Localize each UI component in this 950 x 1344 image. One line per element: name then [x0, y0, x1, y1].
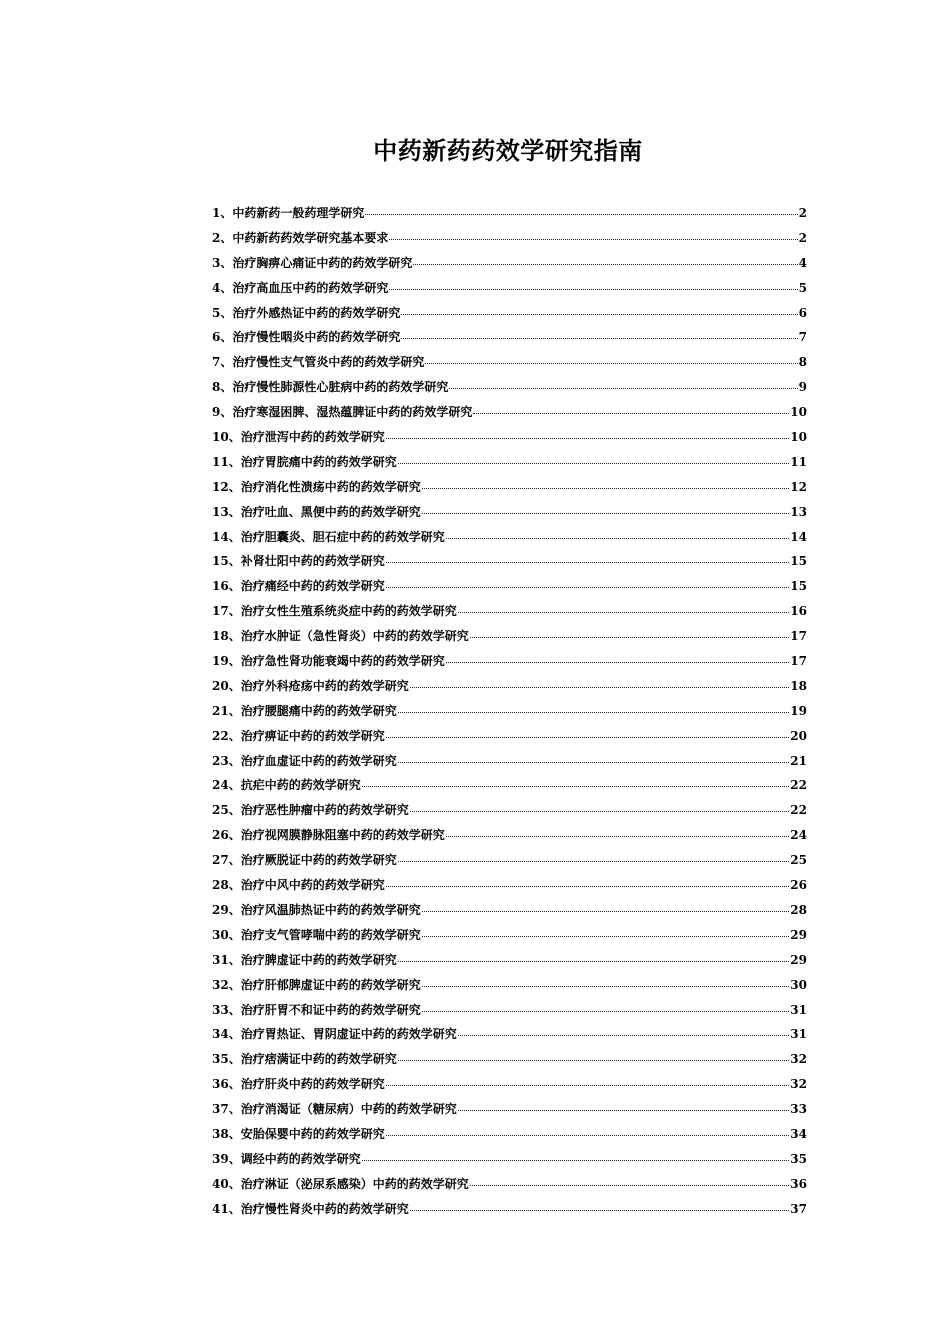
toc-entry-page-number: 8	[798, 355, 807, 370]
toc-dot-leader	[446, 835, 790, 837]
toc-entry-label: 17、治疗女性生殖系统炎症中药的药效学研究	[212, 604, 457, 619]
toc-entry-label: 40、治疗淋证（泌尿系感染）中药的药效学研究	[212, 1176, 469, 1191]
toc-entry-label: 36、治疗肝炎中药的药效学研究	[212, 1077, 385, 1092]
toc-dot-leader	[386, 1084, 790, 1086]
toc-dot-leader	[410, 810, 790, 812]
toc-entry-36[interactable]	[212, 1072, 807, 1097]
toc-dot-leader	[386, 586, 790, 588]
toc-dot-leader	[422, 985, 790, 987]
toc-entry-label: 3、治疗胸痹心痛证中药的药效学研究	[212, 255, 413, 270]
toc-entry-page-number: 19	[790, 703, 807, 718]
toc-entry-page-number: 35	[790, 1151, 807, 1166]
toc-entry-label: 21、治疗腰腿痛中药的药效学研究	[212, 703, 397, 718]
toc-entry-page-number: 18	[790, 678, 807, 693]
toc-dot-leader	[422, 935, 790, 937]
toc-dot-leader	[386, 437, 790, 439]
toc-dot-leader	[458, 611, 790, 613]
toc-entry-label: 15、补肾壮阳中药的药效学研究	[212, 554, 385, 569]
toc-entry-page-number: 10	[790, 430, 807, 445]
toc-entry-label: 33、治疗肝胃不和证中药的药效学研究	[212, 1002, 421, 1017]
toc-entry-label: 6、治疗慢性咽炎中药的药效学研究	[212, 330, 401, 345]
table-of-contents	[212, 201, 807, 1222]
toc-entry-page-number: 7	[798, 330, 807, 345]
toc-entry-38[interactable]	[212, 1122, 807, 1147]
toc-entry-label: 10、治疗泄泻中药的药效学研究	[212, 430, 385, 445]
toc-entry-page-number: 15	[790, 579, 807, 594]
toc-dot-leader	[362, 1159, 790, 1161]
toc-entry-page-number: 17	[790, 629, 807, 644]
toc-dot-leader	[449, 387, 797, 389]
toc-entry-4[interactable]	[212, 276, 807, 301]
toc-entry-page-number: 10	[790, 405, 807, 420]
toc-entry-34[interactable]	[212, 1022, 807, 1047]
toc-dot-leader	[398, 711, 790, 713]
toc-entry-label: 13、治疗吐血、黑便中药的药效学研究	[212, 504, 421, 519]
toc-entry-page-number: 25	[790, 853, 807, 868]
toc-entry-page-number: 31	[790, 1027, 807, 1042]
toc-entry-32[interactable]	[212, 973, 807, 998]
toc-entry-label: 26、治疗视网膜静脉阻塞中药的药效学研究	[212, 828, 445, 843]
toc-entry-label: 34、治疗胃热证、胃阴虚证中药的药效学研究	[212, 1027, 457, 1042]
toc-dot-leader	[458, 1109, 790, 1111]
toc-entry-page-number: 33	[790, 1102, 807, 1117]
toc-entry-label: 39、调经中药的药效学研究	[212, 1151, 361, 1166]
toc-entry-label: 18、治疗水肿证（急性肾炎）中药的药效学研究	[212, 629, 469, 644]
toc-entry-25[interactable]	[212, 798, 807, 823]
toc-entry-page-number: 12	[790, 479, 807, 494]
toc-dot-leader	[389, 288, 797, 290]
toc-entry-label: 19、治疗急性肾功能衰竭中药的药效学研究	[212, 654, 445, 669]
toc-entry-label: 12、治疗消化性溃疡中药的药效学研究	[212, 479, 421, 494]
toc-entry-page-number: 16	[790, 604, 807, 619]
toc-entry-page-number: 34	[790, 1126, 807, 1141]
toc-entry-label: 2、中药新药药效学研究基本要求	[212, 230, 389, 245]
toc-dot-leader	[422, 512, 790, 514]
toc-dot-leader	[362, 785, 790, 787]
toc-dot-leader	[470, 1184, 790, 1186]
toc-entry-10[interactable]	[212, 425, 807, 450]
toc-entry-label: 23、治疗血虚证中药的药效学研究	[212, 753, 397, 768]
toc-dot-leader	[398, 761, 790, 763]
toc-entry-label: 20、治疗外科疮疡中药的药效学研究	[212, 678, 409, 693]
toc-entry-12[interactable]	[212, 475, 807, 500]
toc-entry-page-number: 22	[790, 803, 807, 818]
toc-entry-label: 37、治疗消渴证（糖尿病）中药的药效学研究	[212, 1102, 457, 1117]
toc-entry-page-number: 6	[798, 305, 807, 320]
toc-entry-page-number: 21	[790, 753, 807, 768]
toc-entry-label: 32、治疗肝郁脾虚证中药的药效学研究	[212, 977, 421, 992]
document-title: 中药新药药效学研究指南	[373, 136, 643, 165]
toc-entry-page-number: 14	[790, 529, 807, 544]
toc-entry-label: 1、中药新药一般药理学研究	[212, 206, 365, 220]
toc-dot-leader	[422, 1010, 790, 1012]
toc-entry-page-number: 26	[790, 878, 807, 893]
toc-entry-label: 16、治疗痛经中药的药效学研究	[212, 579, 385, 594]
toc-dot-leader	[413, 263, 797, 265]
toc-entry-33[interactable]	[212, 998, 807, 1023]
toc-entry-page-number: 36	[790, 1176, 807, 1191]
toc-entry-page-number: 11	[790, 454, 807, 469]
toc-entry-label: 35、治疗痞满证中药的药效学研究	[212, 1052, 397, 1067]
toc-dot-leader	[398, 960, 790, 962]
toc-entry-15[interactable]	[212, 549, 807, 574]
toc-entry-11[interactable]	[212, 450, 807, 475]
toc-entry-label: 5、治疗外感热证中药的药效学研究	[212, 305, 401, 320]
toc-entry-label: 38、安胎保婴中药的药效学研究	[212, 1126, 385, 1141]
toc-dot-leader	[458, 1034, 790, 1036]
toc-entry-31[interactable]	[212, 948, 807, 973]
toc-entry-9[interactable]	[212, 400, 807, 425]
toc-dot-leader	[401, 337, 797, 339]
toc-entry-page-number: 17	[790, 654, 807, 669]
toc-entry-label: 9、治疗寒湿困脾、湿热蕴脾证中药的药效学研究	[212, 405, 473, 420]
toc-entry-35[interactable]	[212, 1047, 807, 1072]
toc-dot-leader	[410, 1209, 790, 1211]
toc-entry-2[interactable]	[212, 226, 807, 251]
toc-entry-label: 4、治疗高血压中药的药效学研究	[212, 280, 389, 295]
toc-entry-page-number: 29	[790, 952, 807, 967]
toc-dot-leader	[446, 537, 790, 539]
toc-entry-page-number: 2	[798, 206, 807, 220]
toc-entry-27[interactable]	[212, 848, 807, 873]
toc-entry-page-number: 22	[790, 778, 807, 793]
toc-entry-page-number: 30	[790, 977, 807, 992]
toc-entry-13[interactable]	[212, 500, 807, 525]
toc-entry-page-number: 32	[790, 1052, 807, 1067]
toc-dot-leader	[473, 412, 789, 414]
toc-entry-20[interactable]	[212, 674, 807, 699]
toc-dot-leader	[386, 885, 790, 887]
toc-dot-leader	[386, 561, 790, 563]
toc-entry-22[interactable]	[212, 724, 807, 749]
toc-dot-leader	[389, 238, 797, 240]
toc-entry-label: 41、治疗慢性肾炎中药的药效学研究	[212, 1201, 409, 1216]
toc-entry-16[interactable]	[212, 574, 807, 599]
toc-entry-label: 29、治疗风温肺热证中药的药效学研究	[212, 902, 421, 917]
toc-entry-label: 28、治疗中风中药的药效学研究	[212, 878, 385, 893]
toc-dot-leader	[386, 1134, 790, 1136]
toc-dot-leader	[398, 1059, 790, 1061]
toc-entry-29[interactable]	[212, 898, 807, 923]
toc-entry-18[interactable]	[212, 624, 807, 649]
toc-dot-leader	[386, 736, 790, 738]
toc-entry-17[interactable]	[212, 599, 807, 624]
toc-dot-leader	[446, 661, 790, 663]
toc-entry-26[interactable]	[212, 823, 807, 848]
toc-entry-label: 25、治疗恶性肿瘤中药的药效学研究	[212, 803, 409, 818]
toc-entry-24[interactable]	[212, 773, 807, 798]
toc-entry-page-number: 13	[790, 504, 807, 519]
toc-dot-leader	[422, 910, 790, 912]
toc-entry-page-number: 24	[790, 828, 807, 843]
toc-entry-page-number: 32	[790, 1077, 807, 1092]
toc-entry-37[interactable]	[212, 1097, 807, 1122]
toc-entry-23[interactable]	[212, 749, 807, 774]
toc-entry-label: 11、治疗胃脘痛中药的药效学研究	[212, 454, 397, 469]
toc-entry-7[interactable]	[212, 350, 807, 375]
toc-entry-label: 22、治疗痹证中药的药效学研究	[212, 728, 385, 743]
toc-dot-leader	[401, 313, 797, 315]
toc-entry-label: 31、治疗脾虚证中药的药效学研究	[212, 952, 397, 967]
toc-entry-page-number: 2	[798, 230, 807, 245]
toc-entry-40[interactable]	[212, 1172, 807, 1197]
toc-dot-leader	[398, 860, 790, 862]
toc-entry-21[interactable]	[212, 699, 807, 724]
toc-entry-page-number: 9	[798, 380, 807, 395]
toc-entry-5[interactable]	[212, 301, 807, 326]
toc-entry-28[interactable]	[212, 873, 807, 898]
toc-dot-leader	[410, 686, 790, 688]
toc-entry-3[interactable]	[212, 251, 807, 276]
toc-entry-page-number: 29	[790, 927, 807, 942]
toc-entry-page-number: 5	[798, 280, 807, 295]
toc-dot-leader	[422, 487, 790, 489]
toc-entry-41[interactable]	[212, 1197, 807, 1222]
toc-entry-label: 7、治疗慢性支气管炎中药的药效学研究	[212, 355, 425, 370]
toc-entry-1[interactable]	[212, 201, 807, 226]
toc-entry-label: 24、抗疟中药的药效学研究	[212, 778, 361, 793]
toc-entry-14[interactable]	[212, 525, 807, 550]
toc-entry-page-number: 15	[790, 554, 807, 569]
toc-entry-label: 8、治疗慢性肺源性心脏病中药的药效学研究	[212, 380, 449, 395]
toc-entry-label: 27、治疗厥脱证中药的药效学研究	[212, 853, 397, 868]
toc-entry-label: 14、治疗胆囊炎、胆石症中药的药效学研究	[212, 529, 445, 544]
toc-entry-label: 30、治疗支气管哮喘中药的药效学研究	[212, 927, 421, 942]
toc-entry-page-number: 28	[790, 902, 807, 917]
toc-dot-leader	[398, 462, 790, 464]
toc-entry-39[interactable]	[212, 1147, 807, 1172]
toc-entry-30[interactable]	[212, 923, 807, 948]
toc-entry-19[interactable]	[212, 649, 807, 674]
toc-entry-page-number: 31	[790, 1002, 807, 1017]
toc-dot-leader	[425, 362, 797, 364]
toc-entry-page-number: 4	[798, 255, 807, 270]
toc-entry-page-number: 20	[790, 728, 807, 743]
toc-entry-page-number: 37	[790, 1201, 807, 1216]
toc-dot-leader	[470, 636, 790, 638]
toc-entry-8[interactable]	[212, 375, 807, 400]
toc-dot-leader	[365, 213, 797, 215]
toc-entry-6[interactable]	[212, 325, 807, 350]
